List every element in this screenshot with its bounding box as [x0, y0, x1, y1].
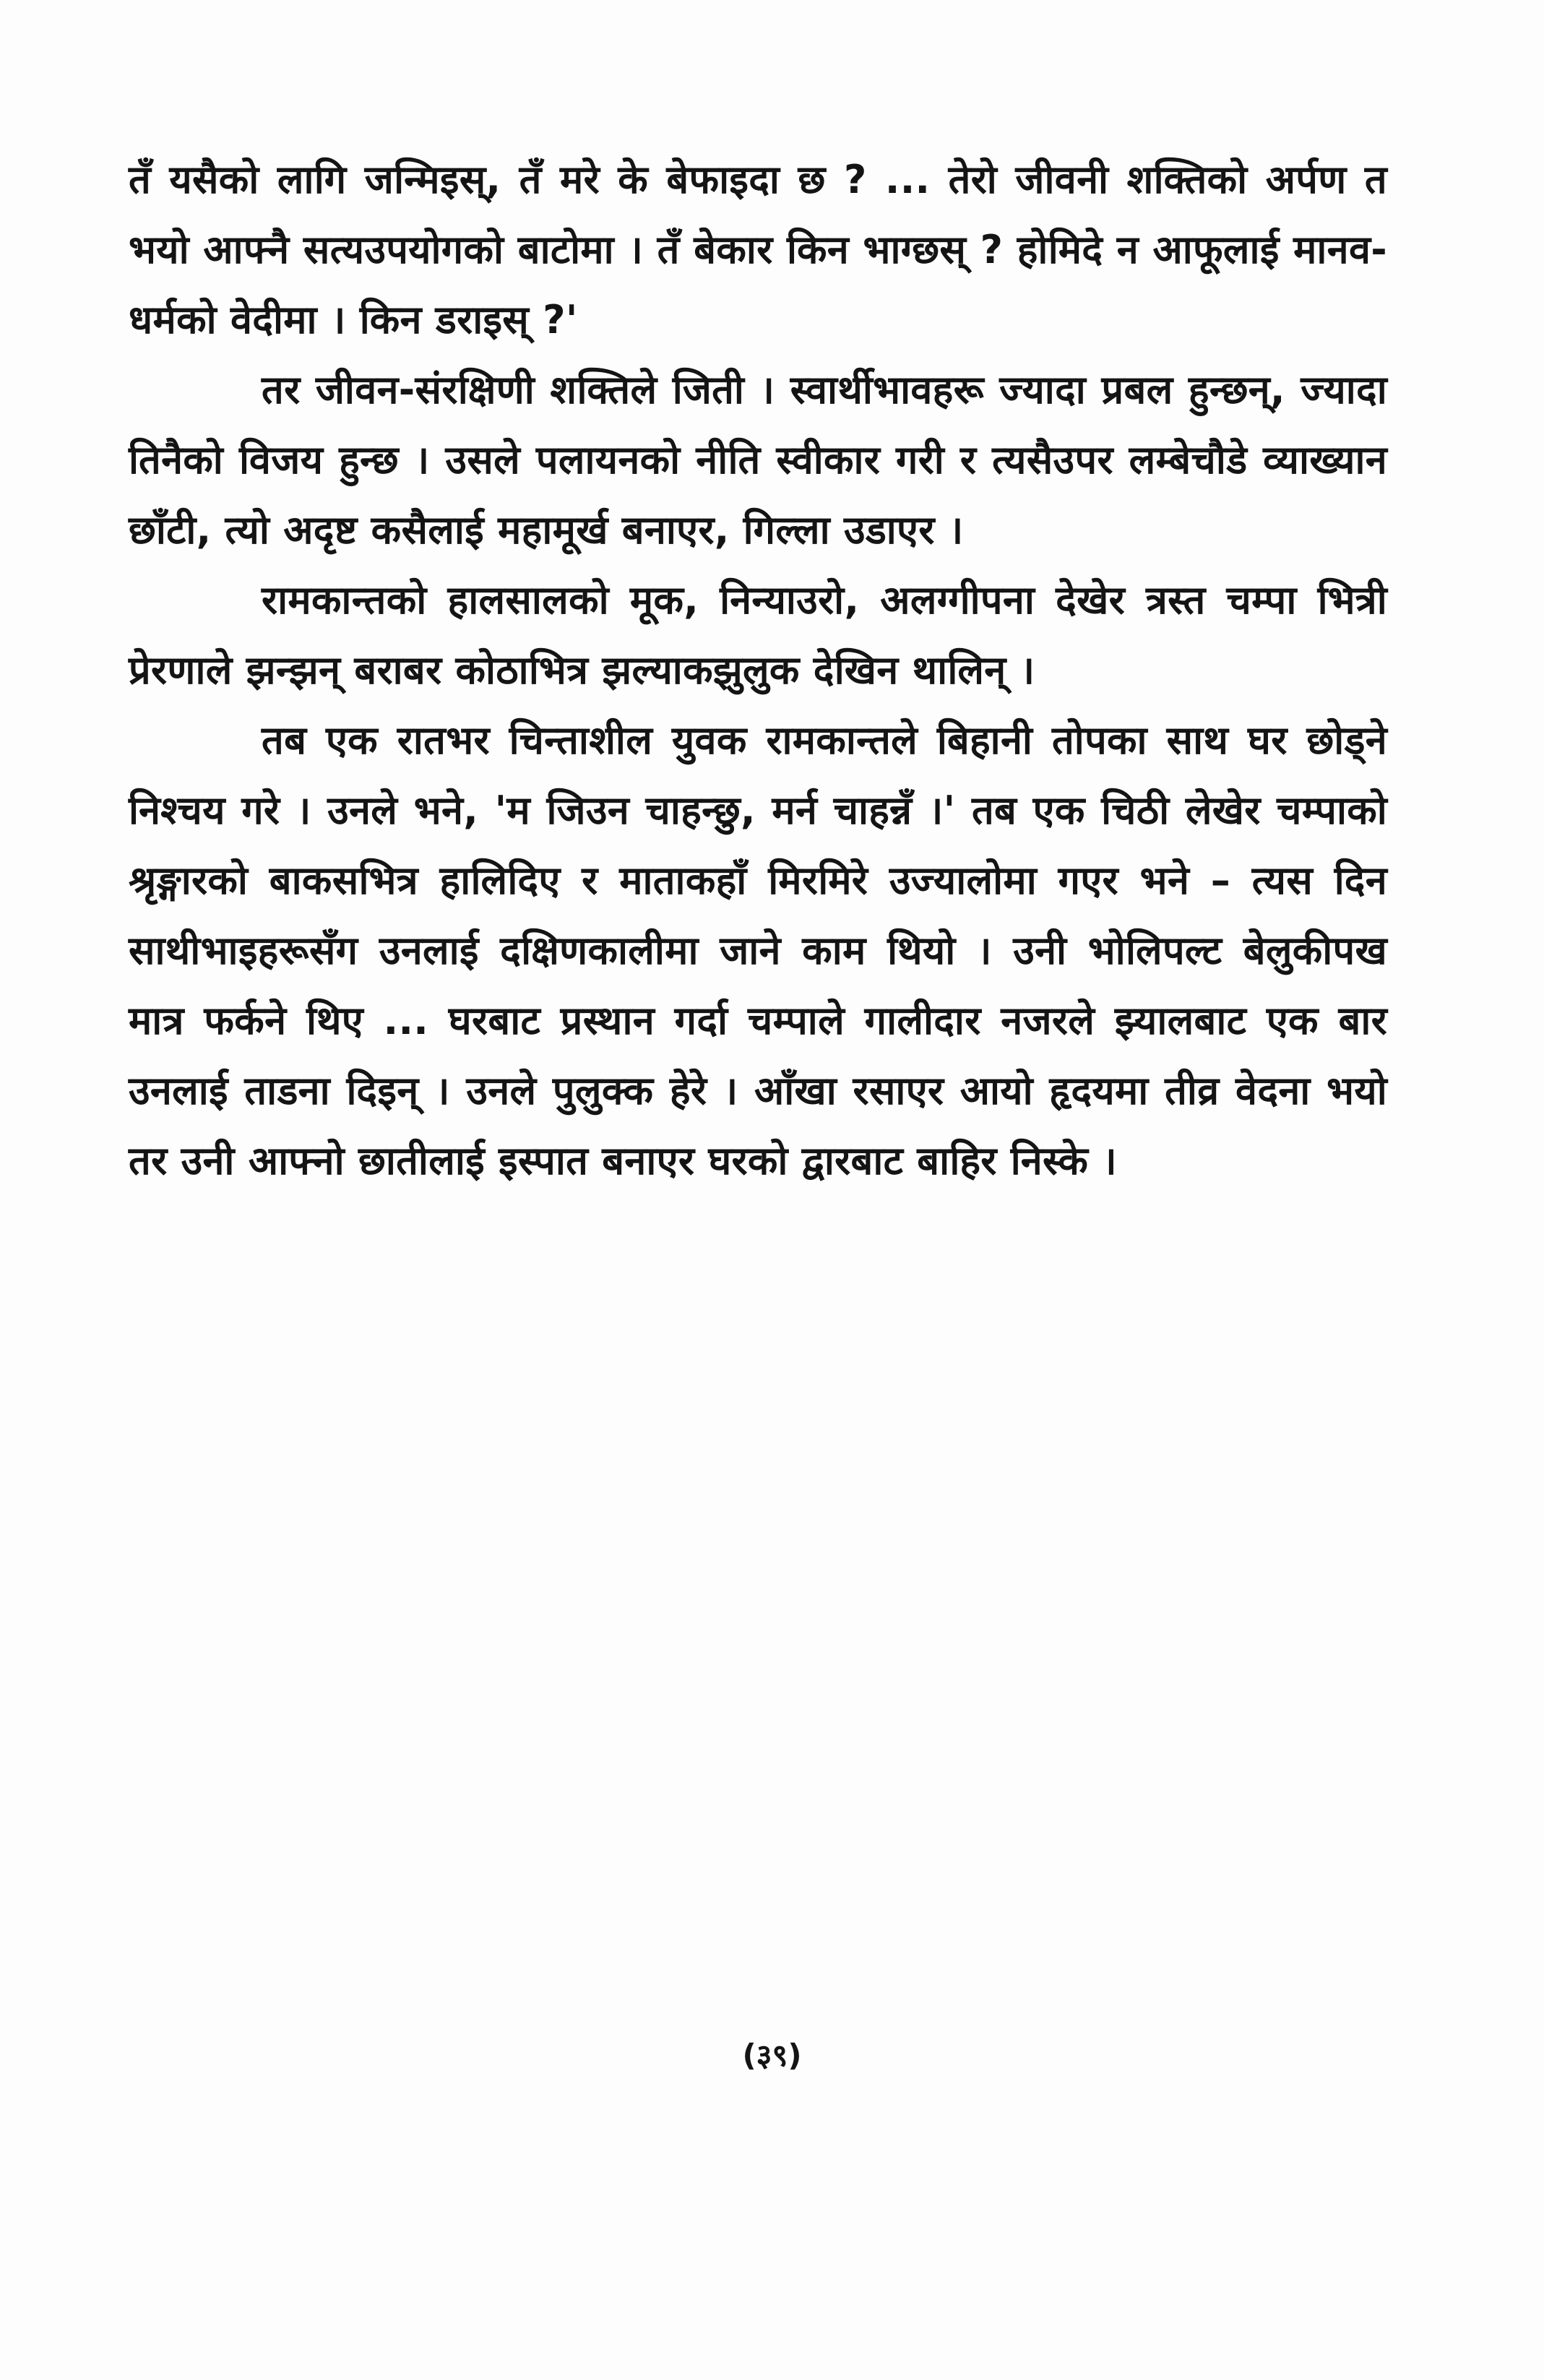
paragraph-2: तर जीवन-संरक्षिणी शक्तिले जिती । स्वार्थीभावहरू ज्यादा प्रबल हुन्छन्, ज्यादा तिनैको विजय हुन्छ । उसले पलायनको नीति स्वीकार गरी र त्यसैउपर लम्बेचौडे व्याख्यान छाँटी, त्यो अदृष्ट कसैलाई महामूर्ख बनाएर, गिल्ला उडाएर ।	[129, 367, 1387, 553]
paragraph-1: तँ यसैको लागि जन्मिइस्, तँ मरे के बेफाइदा छ ? ... तेरो जीवनी शक्तिको अर्पण त भयो आफ्नै सत्यउपयोगको बाटोमा । तँ बेकार किन भाग्छस् ? होमिदे न आफूलाई मानव-धर्मको वेदीमा । किन डराइस् ?'	[129, 157, 1387, 342]
page-number: (३९)	[742, 2038, 802, 2073]
paragraph-4: तब एक रातभर चिन्ताशील युवक रामकान्तले बिहानी तोपका साथ घर छोड्ने निश्चय गरे । उनले भने, 'म जिउन चाहन्छु, मर्न चाहन्नँ ।' तब एक चिठी लेखेर चम्पाको श्रृङ्गारको बाकसभित्र हालिदिए र माताकहाँ मिरमिरे उज्यालोमा गएर भने – त्यस दिन साथीभाइहरूसँग उनलाई दक्षिणकालीमा जाने काम थियो । उनी भोलिपल्ट बेलुकीपख मात्र फर्कने थिए ... घरबाट प्रस्थान गर्दा चम्पाले गालीदार नजरले झ्यालबाट एक बार उनलाई ताडना दिइन् । उनले पुलुक्क हेरे । आँखा रसाएर आयो हृदयमा तीव्र वेदना भयो तर उनी आफ्नो छातीलाई इस्पात बनाएर घरको द्वारबाट बाहिर निस्के ।	[129, 717, 1387, 1183]
body-text	[129, 145, 1387, 1196]
paragraph-3: रामकान्तको हालसालको मूक, निन्याउरो, अलग्गीपना देखेर त्रस्त चम्पा भित्री प्रेरणाले झन्झन् बराबर कोठाभित्र झल्याकझुलुक देखिन थालिन् ।	[129, 577, 1387, 693]
